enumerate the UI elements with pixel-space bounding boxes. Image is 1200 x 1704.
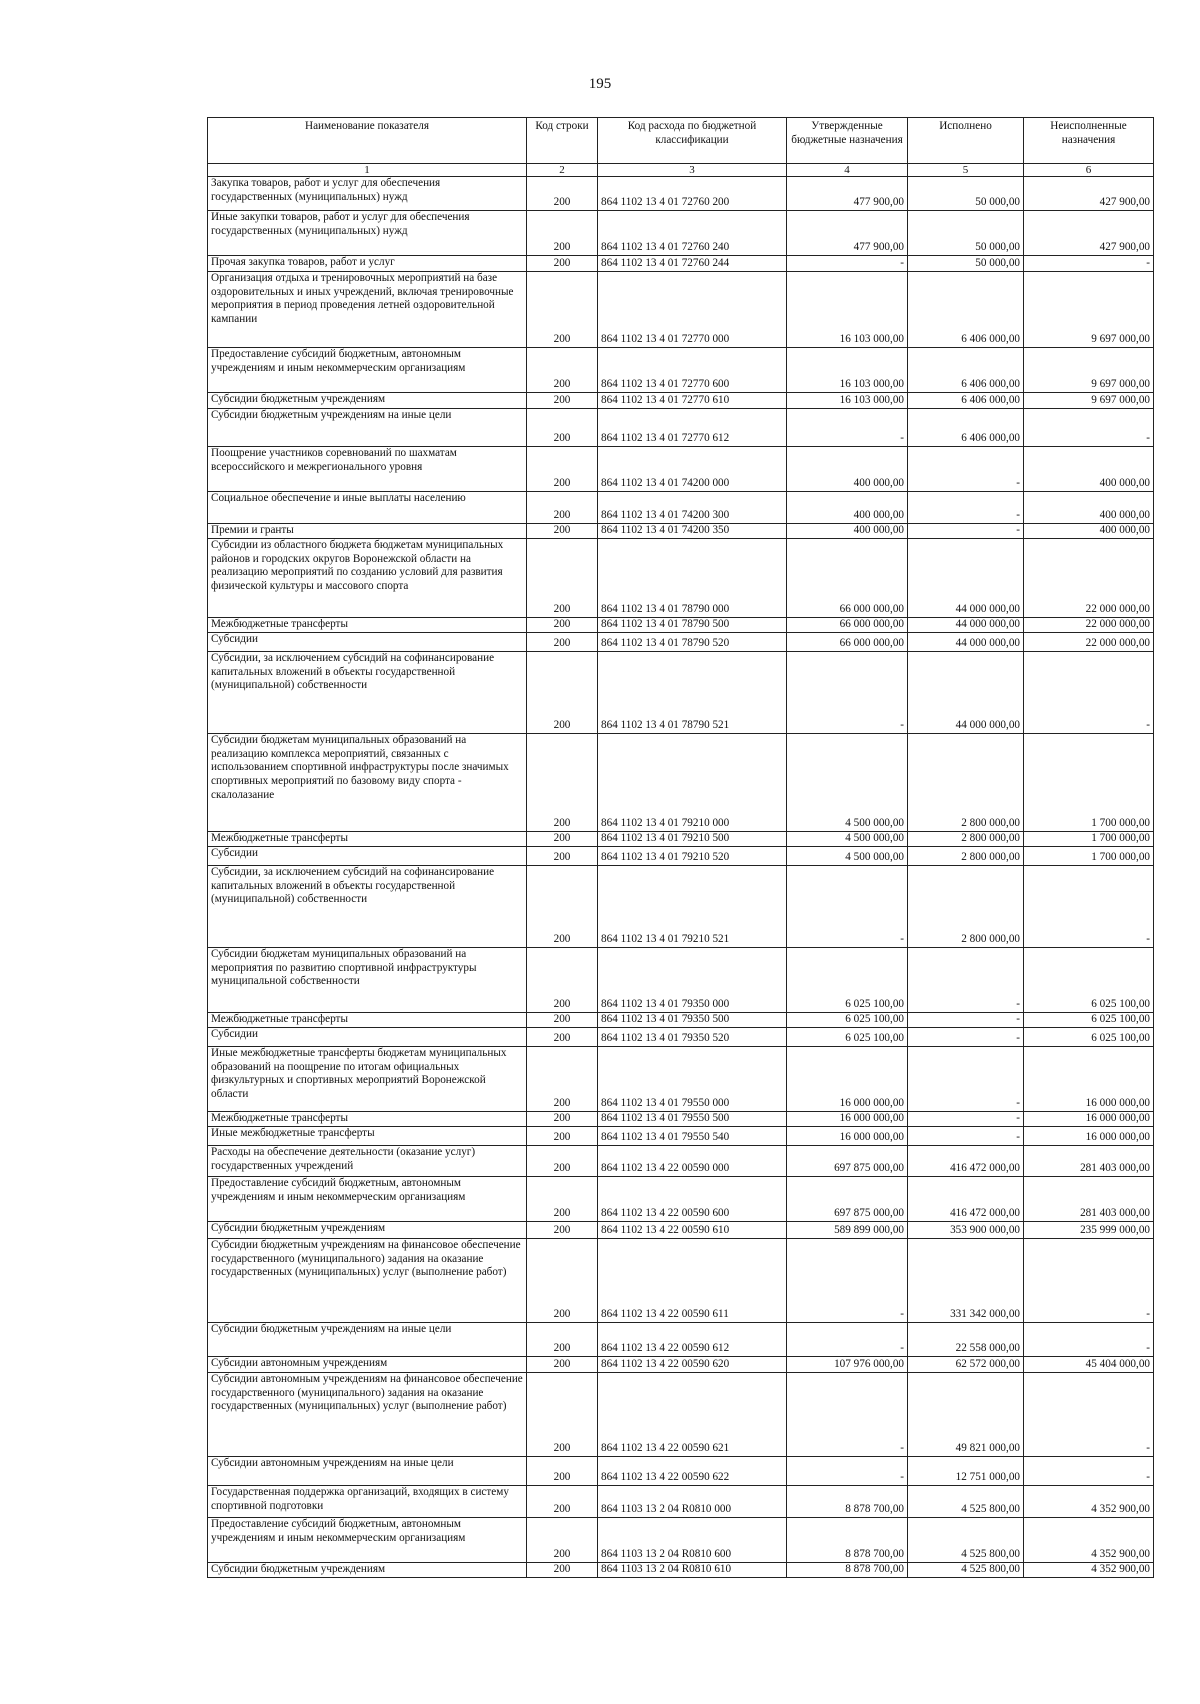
row-name: Субсидии бюджетным учреждениям <box>208 393 527 409</box>
row-unexecuted: - <box>1024 409 1154 447</box>
row-approved: - <box>787 652 908 734</box>
row-name: Межбюджетные трансферты <box>208 832 527 847</box>
row-unexecuted: 22 000 000,00 <box>1024 633 1154 652</box>
row-name: Предоставление субсидий бюджетным, автономным учреждениям и иным некоммерческим организациям <box>208 348 527 393</box>
row-approved: 16 000 000,00 <box>787 1127 908 1146</box>
row-line-code: 200 <box>527 1239 598 1323</box>
row-expense-code: 864 1102 13 4 01 79350 000 <box>598 948 787 1013</box>
row-approved: 4 500 000,00 <box>787 847 908 866</box>
row-executed: 6 406 000,00 <box>908 348 1024 393</box>
row-approved: 697 875 000,00 <box>787 1177 908 1222</box>
row-approved: 8 878 700,00 <box>787 1563 908 1578</box>
row-unexecuted: 281 403 000,00 <box>1024 1146 1154 1177</box>
row-approved: 400 000,00 <box>787 492 908 524</box>
row-unexecuted: 427 900,00 <box>1024 177 1154 211</box>
row-unexecuted: 400 000,00 <box>1024 447 1154 492</box>
row-name: Субсидии из областного бюджета бюджетам муниципальных районов и городских округов Воронежской области на реализацию мероприятий по созданию условий для развития физической культуры и массового спорта <box>208 539 527 618</box>
row-line-code: 200 <box>527 409 598 447</box>
table-row <box>208 618 1154 633</box>
row-approved: 6 025 100,00 <box>787 948 908 1013</box>
column-number: 6 <box>1024 164 1154 177</box>
row-executed: 353 900 000,00 <box>908 1222 1024 1239</box>
row-unexecuted: - <box>1024 1239 1154 1323</box>
row-line-code: 200 <box>527 1563 598 1578</box>
table-row <box>208 1486 1154 1518</box>
header-indicator-name: Наименование показателя <box>208 118 527 164</box>
row-executed: 6 406 000,00 <box>908 272 1024 348</box>
row-expense-code: 864 1102 13 4 01 72760 200 <box>598 177 787 211</box>
column-number-row <box>208 164 1154 177</box>
row-executed: 2 800 000,00 <box>908 734 1024 832</box>
row-line-code: 200 <box>527 393 598 409</box>
table-row <box>208 866 1154 948</box>
table-row <box>208 409 1154 447</box>
row-line-code: 200 <box>527 348 598 393</box>
table-row <box>208 524 1154 539</box>
row-executed: 44 000 000,00 <box>908 633 1024 652</box>
header-approved: Утвержденные бюджетные назначения <box>787 118 908 164</box>
row-executed: 50 000,00 <box>908 211 1024 256</box>
column-number: 2 <box>527 164 598 177</box>
header-unexecuted: Неисполненные назначения <box>1024 118 1154 164</box>
row-name: Субсидии бюджетным учреждениям <box>208 1563 527 1578</box>
row-unexecuted: 235 999 000,00 <box>1024 1222 1154 1239</box>
table-row <box>208 948 1154 1013</box>
row-line-code: 200 <box>527 256 598 272</box>
row-approved: 697 875 000,00 <box>787 1146 908 1177</box>
row-approved: 16 103 000,00 <box>787 348 908 393</box>
row-approved: 66 000 000,00 <box>787 618 908 633</box>
row-name: Субсидии автономным учреждениям на финансовое обеспечение государственного (муниципального) задания на оказание государственных (муниципальных) услуг (выполнение работ) <box>208 1373 527 1457</box>
row-name: Предоставление субсидий бюджетным, автономным учреждениям и иным некоммерческим организациям <box>208 1518 527 1563</box>
row-expense-code: 864 1102 13 4 01 72760 244 <box>598 256 787 272</box>
row-executed: 44 000 000,00 <box>908 652 1024 734</box>
row-executed: - <box>908 1127 1024 1146</box>
row-line-code: 200 <box>527 948 598 1013</box>
row-expense-code: 864 1102 13 4 01 72770 000 <box>598 272 787 348</box>
table-row <box>208 539 1154 618</box>
row-executed: 6 406 000,00 <box>908 393 1024 409</box>
row-approved: 16 000 000,00 <box>787 1047 908 1112</box>
table-row <box>208 393 1154 409</box>
row-expense-code: 864 1102 13 4 01 78790 500 <box>598 618 787 633</box>
row-approved: - <box>787 1373 908 1457</box>
row-name: Субсидии автономным учреждениям на иные цели <box>208 1457 527 1486</box>
row-line-code: 200 <box>527 652 598 734</box>
row-unexecuted: 1 700 000,00 <box>1024 847 1154 866</box>
row-executed: - <box>908 1047 1024 1112</box>
row-expense-code: 864 1102 13 4 01 79550 000 <box>598 1047 787 1112</box>
row-executed: 4 525 800,00 <box>908 1563 1024 1578</box>
table-row <box>208 1112 1154 1127</box>
row-expense-code: 864 1102 13 4 22 00590 621 <box>598 1373 787 1457</box>
row-line-code: 200 <box>527 524 598 539</box>
row-approved: 8 878 700,00 <box>787 1486 908 1518</box>
row-approved: 107 976 000,00 <box>787 1357 908 1373</box>
table-row <box>208 447 1154 492</box>
row-executed: 6 406 000,00 <box>908 409 1024 447</box>
row-expense-code: 864 1102 13 4 01 78790 521 <box>598 652 787 734</box>
column-number: 4 <box>787 164 908 177</box>
row-line-code: 200 <box>527 1146 598 1177</box>
row-name: Субсидии бюджетным учреждениям на финансовое обеспечение государственного (муниципального) задания на оказание государственных (муниципальных) услуг (выполнение работ) <box>208 1239 527 1323</box>
row-unexecuted: 4 352 900,00 <box>1024 1563 1154 1578</box>
row-approved: 6 025 100,00 <box>787 1013 908 1028</box>
row-approved: 16 000 000,00 <box>787 1112 908 1127</box>
row-approved: 4 500 000,00 <box>787 734 908 832</box>
row-name: Субсидии <box>208 847 527 866</box>
row-expense-code: 864 1102 13 4 01 79550 540 <box>598 1127 787 1146</box>
row-unexecuted: 1 700 000,00 <box>1024 832 1154 847</box>
row-expense-code: 864 1102 13 4 22 00590 000 <box>598 1146 787 1177</box>
table-row <box>208 1028 1154 1047</box>
row-unexecuted: 6 025 100,00 <box>1024 948 1154 1013</box>
table-row <box>208 256 1154 272</box>
row-name: Расходы на обеспечение деятельности (оказание услуг) государственных учреждений <box>208 1146 527 1177</box>
row-name: Премии и гранты <box>208 524 527 539</box>
row-approved: 66 000 000,00 <box>787 539 908 618</box>
row-unexecuted: 6 025 100,00 <box>1024 1013 1154 1028</box>
row-line-code: 200 <box>527 1457 598 1486</box>
row-line-code: 200 <box>527 1486 598 1518</box>
row-expense-code: 864 1102 13 4 01 79350 500 <box>598 1013 787 1028</box>
row-executed: 12 751 000,00 <box>908 1457 1024 1486</box>
row-executed: - <box>908 1028 1024 1047</box>
row-executed: 44 000 000,00 <box>908 539 1024 618</box>
row-unexecuted: 4 352 900,00 <box>1024 1486 1154 1518</box>
row-name: Субсидии, за исключением субсидий на софинансирование капитальных вложений в объекты государственной (муниципальной) собственности <box>208 652 527 734</box>
row-name: Поощрение участников соревнований по шахматам всероссийского и межрегионального уровня <box>208 447 527 492</box>
table-row <box>208 492 1154 524</box>
row-line-code: 200 <box>527 1127 598 1146</box>
row-executed: 62 572 000,00 <box>908 1357 1024 1373</box>
row-unexecuted: 281 403 000,00 <box>1024 1177 1154 1222</box>
row-name: Субсидии бюджетным учреждениям на иные цели <box>208 1323 527 1357</box>
row-expense-code: 864 1102 13 4 01 72770 612 <box>598 409 787 447</box>
row-line-code: 200 <box>527 1373 598 1457</box>
row-executed: 331 342 000,00 <box>908 1239 1024 1323</box>
row-line-code: 200 <box>527 1222 598 1239</box>
row-expense-code: 864 1102 13 4 01 79350 520 <box>598 1028 787 1047</box>
table-row <box>208 348 1154 393</box>
table-header-row <box>208 118 1154 164</box>
row-approved: 477 900,00 <box>787 177 908 211</box>
row-expense-code: 864 1102 13 4 01 79210 521 <box>598 866 787 948</box>
row-line-code: 200 <box>527 272 598 348</box>
row-line-code: 200 <box>527 1357 598 1373</box>
row-line-code: 200 <box>527 1323 598 1357</box>
row-executed: 50 000,00 <box>908 177 1024 211</box>
row-name: Государственная поддержка организаций, входящих в систему спортивной подготовки <box>208 1486 527 1518</box>
row-name: Субсидии, за исключением субсидий на софинансирование капитальных вложений в объекты государственной (муниципальной) собственности <box>208 866 527 948</box>
row-line-code: 200 <box>527 1047 598 1112</box>
row-expense-code: 864 1102 13 4 01 79210 500 <box>598 832 787 847</box>
row-unexecuted: - <box>1024 1457 1154 1486</box>
row-name: Прочая закупка товаров, работ и услуг <box>208 256 527 272</box>
row-expense-code: 864 1102 13 4 01 72770 600 <box>598 348 787 393</box>
row-line-code: 200 <box>527 1112 598 1127</box>
row-approved: 6 025 100,00 <box>787 1028 908 1047</box>
row-unexecuted: 9 697 000,00 <box>1024 272 1154 348</box>
row-unexecuted: 427 900,00 <box>1024 211 1154 256</box>
row-approved: 589 899 000,00 <box>787 1222 908 1239</box>
row-approved: - <box>787 256 908 272</box>
row-expense-code: 864 1102 13 4 22 00590 620 <box>598 1357 787 1373</box>
table-row <box>208 633 1154 652</box>
header-executed: Исполнено <box>908 118 1024 164</box>
row-line-code: 200 <box>527 447 598 492</box>
row-executed: 416 472 000,00 <box>908 1177 1024 1222</box>
row-expense-code: 864 1102 13 4 01 74200 300 <box>598 492 787 524</box>
table-row <box>208 1518 1154 1563</box>
row-unexecuted: 9 697 000,00 <box>1024 348 1154 393</box>
row-name: Субсидии бюджетным учреждениям <box>208 1222 527 1239</box>
row-name: Межбюджетные трансферты <box>208 618 527 633</box>
row-unexecuted: 16 000 000,00 <box>1024 1112 1154 1127</box>
table-row <box>208 1047 1154 1112</box>
row-line-code: 200 <box>527 618 598 633</box>
row-unexecuted: 1 700 000,00 <box>1024 734 1154 832</box>
row-name: Субсидии автономным учреждениям <box>208 1357 527 1373</box>
column-number: 1 <box>208 164 527 177</box>
row-executed: 4 525 800,00 <box>908 1486 1024 1518</box>
row-approved: 8 878 700,00 <box>787 1518 908 1563</box>
row-expense-code: 864 1102 13 4 01 74200 350 <box>598 524 787 539</box>
row-line-code: 200 <box>527 177 598 211</box>
row-line-code: 200 <box>527 832 598 847</box>
row-expense-code: 864 1102 13 4 22 00590 622 <box>598 1457 787 1486</box>
row-name: Межбюджетные трансферты <box>208 1112 527 1127</box>
row-approved: 66 000 000,00 <box>787 633 908 652</box>
table-row <box>208 1239 1154 1323</box>
row-unexecuted: 22 000 000,00 <box>1024 539 1154 618</box>
row-unexecuted: 6 025 100,00 <box>1024 1028 1154 1047</box>
row-line-code: 200 <box>527 539 598 618</box>
row-name: Иные межбюджетные трансферты <box>208 1127 527 1146</box>
row-approved: 400 000,00 <box>787 524 908 539</box>
row-expense-code: 864 1102 13 4 01 78790 520 <box>598 633 787 652</box>
row-expense-code: 864 1102 13 4 01 79210 000 <box>598 734 787 832</box>
table-row <box>208 272 1154 348</box>
table-row <box>208 1013 1154 1028</box>
row-expense-code: 864 1102 13 4 01 78790 000 <box>598 539 787 618</box>
row-line-code: 200 <box>527 1518 598 1563</box>
row-executed: 416 472 000,00 <box>908 1146 1024 1177</box>
row-executed: - <box>908 492 1024 524</box>
row-unexecuted: 16 000 000,00 <box>1024 1047 1154 1112</box>
row-executed: 44 000 000,00 <box>908 618 1024 633</box>
row-unexecuted: 16 000 000,00 <box>1024 1127 1154 1146</box>
row-approved: - <box>787 866 908 948</box>
row-expense-code: 864 1102 13 4 22 00590 612 <box>598 1323 787 1357</box>
table-row <box>208 734 1154 832</box>
row-name: Субсидии бюджетным учреждениям на иные цели <box>208 409 527 447</box>
row-executed: - <box>908 447 1024 492</box>
row-executed: - <box>908 1112 1024 1127</box>
table-row <box>208 177 1154 211</box>
table-row <box>208 652 1154 734</box>
table-row <box>208 1177 1154 1222</box>
table-row <box>208 1323 1154 1357</box>
row-expense-code: 864 1102 13 4 22 00590 610 <box>598 1222 787 1239</box>
row-expense-code: 864 1102 13 4 22 00590 611 <box>598 1239 787 1323</box>
row-executed: 22 558 000,00 <box>908 1323 1024 1357</box>
row-name: Организация отдыха и тренировочных мероприятий на базе оздоровительных и иных учреждений, включая тренировочные мероприятия в период проведения летней оздоровительной кампании <box>208 272 527 348</box>
row-executed: 4 525 800,00 <box>908 1518 1024 1563</box>
row-expense-code: 864 1102 13 4 01 74200 000 <box>598 447 787 492</box>
row-name: Социальное обеспечение и иные выплаты населению <box>208 492 527 524</box>
column-number: 3 <box>598 164 787 177</box>
row-name: Субсидии <box>208 1028 527 1047</box>
table-row <box>208 1457 1154 1486</box>
row-name: Межбюджетные трансферты <box>208 1013 527 1028</box>
row-approved: - <box>787 409 908 447</box>
row-unexecuted: - <box>1024 256 1154 272</box>
table-row <box>208 1373 1154 1457</box>
row-name: Закупка товаров, работ и услуг для обеспечения государственных (муниципальных) нужд <box>208 177 527 211</box>
table-row <box>208 1127 1154 1146</box>
page-number: 195 <box>588 76 612 92</box>
row-unexecuted: 45 404 000,00 <box>1024 1357 1154 1373</box>
row-approved: - <box>787 1323 908 1357</box>
row-approved: 477 900,00 <box>787 211 908 256</box>
row-approved: 4 500 000,00 <box>787 832 908 847</box>
row-expense-code: 864 1103 13 2 04 R0810 000 <box>598 1486 787 1518</box>
row-unexecuted: 400 000,00 <box>1024 524 1154 539</box>
row-unexecuted: 22 000 000,00 <box>1024 618 1154 633</box>
row-executed: 50 000,00 <box>908 256 1024 272</box>
row-executed: - <box>908 524 1024 539</box>
column-number: 5 <box>908 164 1024 177</box>
budget-execution-table <box>207 117 1154 1578</box>
table-row <box>208 847 1154 866</box>
row-line-code: 200 <box>527 734 598 832</box>
row-line-code: 200 <box>527 211 598 256</box>
row-line-code: 200 <box>527 492 598 524</box>
row-executed: 2 800 000,00 <box>908 847 1024 866</box>
table-row <box>208 832 1154 847</box>
row-expense-code: 864 1103 13 2 04 R0810 600 <box>598 1518 787 1563</box>
row-line-code: 200 <box>527 1177 598 1222</box>
row-unexecuted: 9 697 000,00 <box>1024 393 1154 409</box>
row-approved: 16 103 000,00 <box>787 272 908 348</box>
row-name: Субсидии <box>208 633 527 652</box>
row-line-code: 200 <box>527 1028 598 1047</box>
row-executed: - <box>908 1013 1024 1028</box>
row-expense-code: 864 1102 13 4 22 00590 600 <box>598 1177 787 1222</box>
table-row <box>208 211 1154 256</box>
row-name: Иные закупки товаров, работ и услуг для обеспечения государственных (муниципальных) нужд <box>208 211 527 256</box>
table-body <box>208 177 1154 1578</box>
row-approved: 16 103 000,00 <box>787 393 908 409</box>
row-expense-code: 864 1103 13 2 04 R0810 610 <box>598 1563 787 1578</box>
row-line-code: 200 <box>527 866 598 948</box>
table-row <box>208 1222 1154 1239</box>
row-approved: - <box>787 1239 908 1323</box>
row-executed: 2 800 000,00 <box>908 866 1024 948</box>
row-expense-code: 864 1102 13 4 01 72760 240 <box>598 211 787 256</box>
table-row <box>208 1146 1154 1177</box>
row-name: Субсидии бюджетам муниципальных образований на мероприятия по развитию спортивной инфраструктуры муниципальной собственности <box>208 948 527 1013</box>
row-line-code: 200 <box>527 1013 598 1028</box>
row-expense-code: 864 1102 13 4 01 79550 500 <box>598 1112 787 1127</box>
header-expense-code: Код расхода по бюджетной классификации <box>598 118 787 164</box>
row-unexecuted: - <box>1024 1373 1154 1457</box>
header-line-code: Код строки <box>527 118 598 164</box>
row-executed: 49 821 000,00 <box>908 1373 1024 1457</box>
row-name: Предоставление субсидий бюджетным, автономным учреждениям и иным некоммерческим организациям <box>208 1177 527 1222</box>
row-unexecuted: - <box>1024 652 1154 734</box>
row-unexecuted: 400 000,00 <box>1024 492 1154 524</box>
row-unexecuted: - <box>1024 1323 1154 1357</box>
row-name: Субсидии бюджетам муниципальных образований на реализацию комплекса мероприятий, связанных с использованием спортивной инфраструктуры после значимых спортивных мероприятий по базовому виду спорта - скалолазание <box>208 734 527 832</box>
row-unexecuted: - <box>1024 866 1154 948</box>
row-unexecuted: 4 352 900,00 <box>1024 1518 1154 1563</box>
row-line-code: 200 <box>527 847 598 866</box>
row-name: Иные межбюджетные трансферты бюджетам муниципальных образований на поощрение по итогам официальных физкультурных и спортивных мероприятий Воронежской области <box>208 1047 527 1112</box>
row-approved: 400 000,00 <box>787 447 908 492</box>
table-row <box>208 1357 1154 1373</box>
table-row <box>208 1563 1154 1578</box>
row-executed: 2 800 000,00 <box>908 832 1024 847</box>
row-approved: - <box>787 1457 908 1486</box>
row-expense-code: 864 1102 13 4 01 72770 610 <box>598 393 787 409</box>
row-expense-code: 864 1102 13 4 01 79210 520 <box>598 847 787 866</box>
row-line-code: 200 <box>527 633 598 652</box>
row-executed: - <box>908 948 1024 1013</box>
